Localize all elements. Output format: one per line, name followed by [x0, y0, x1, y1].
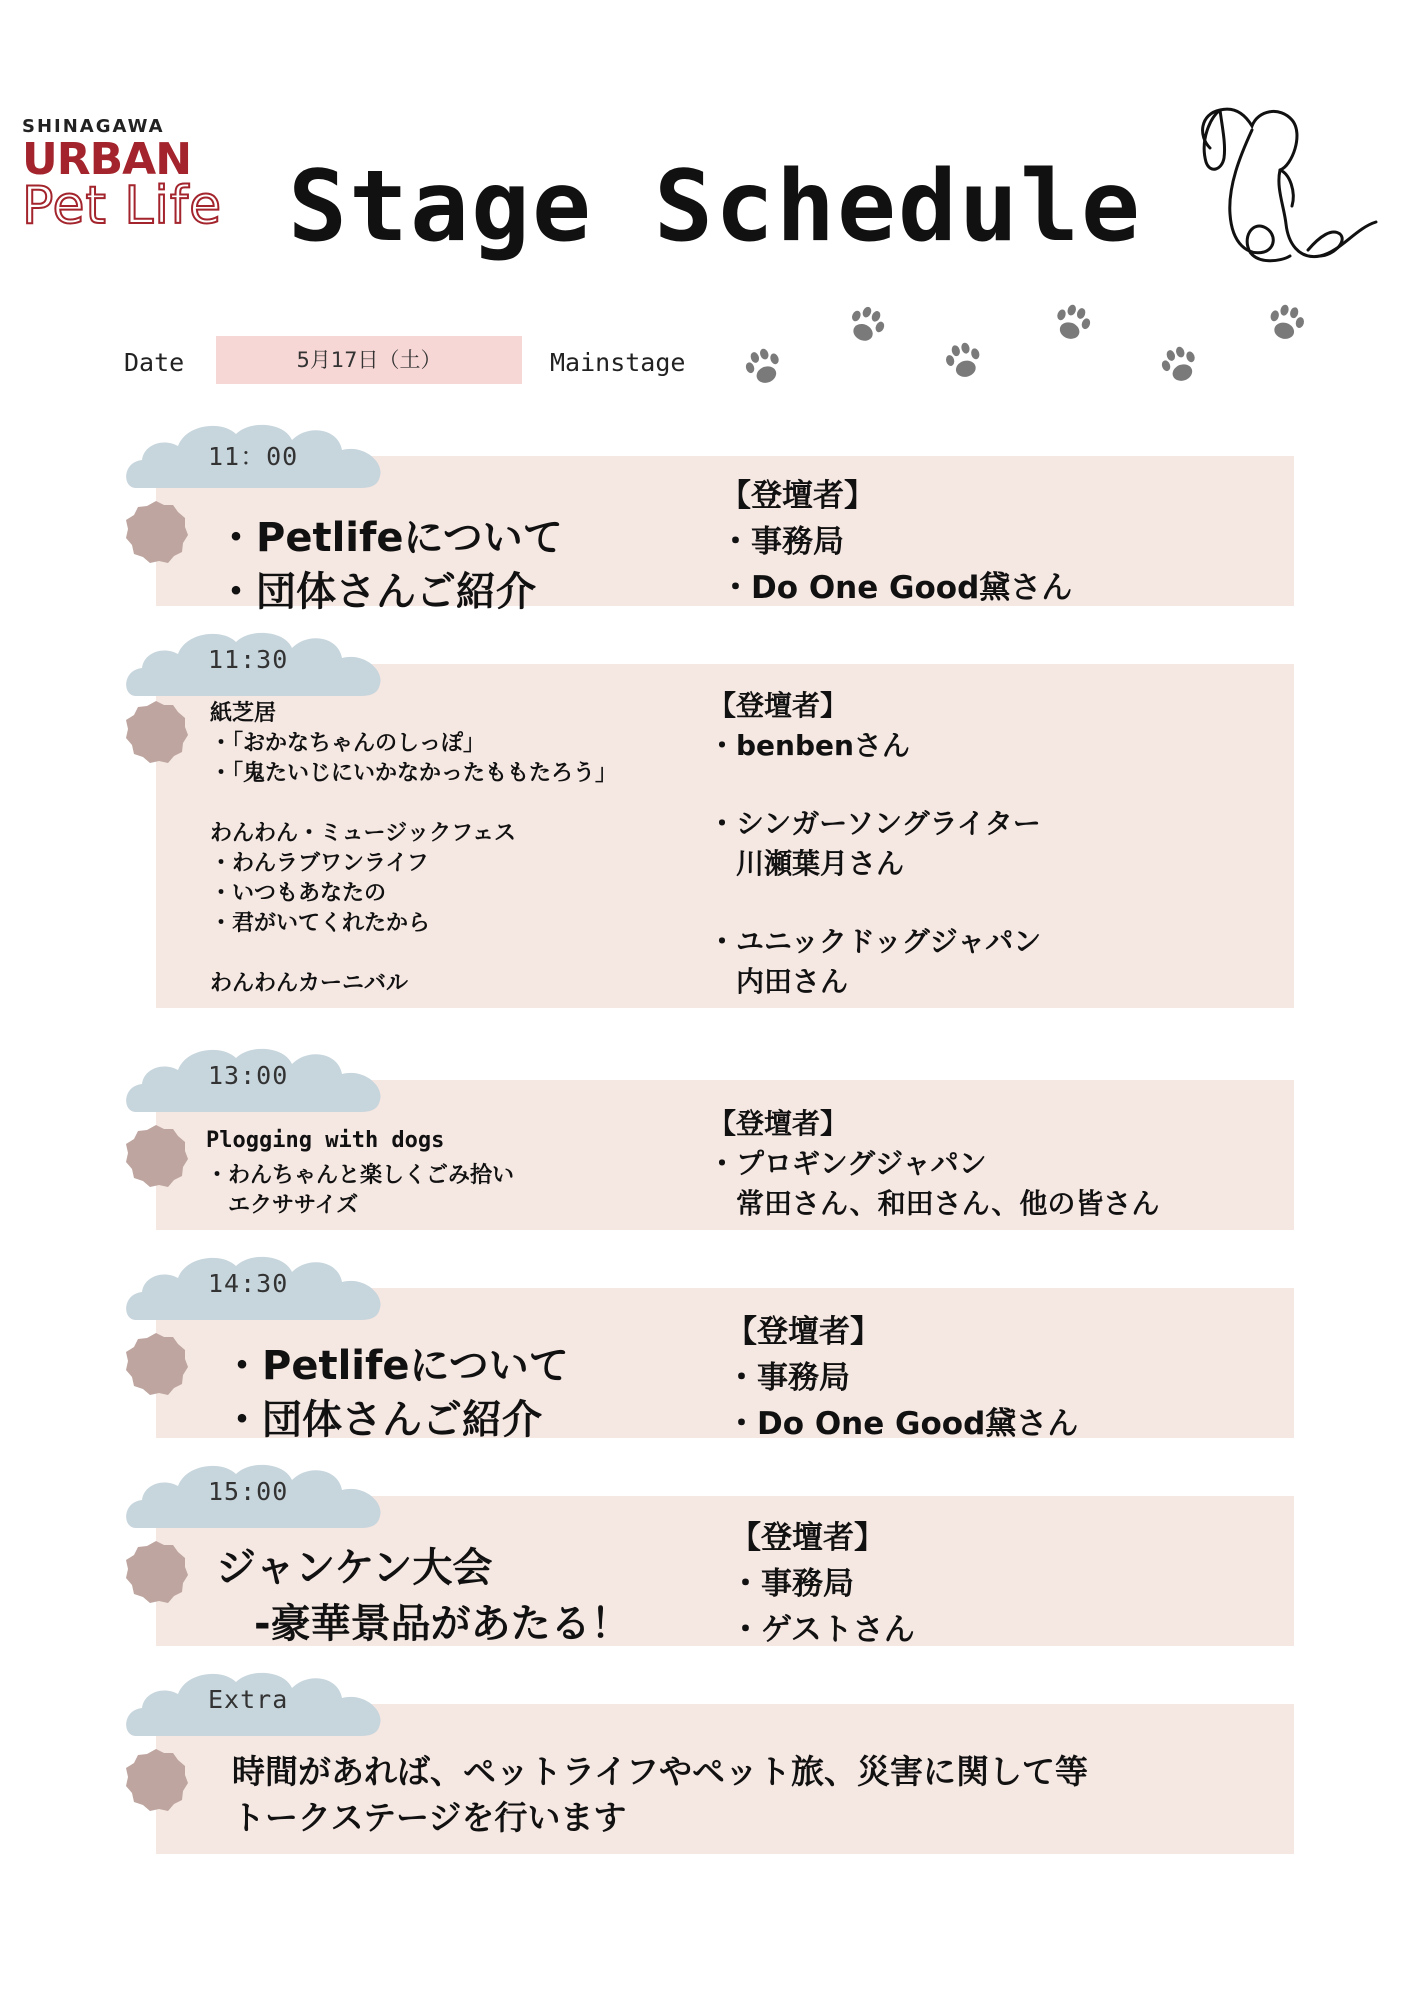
bullet-dot-icon — [124, 1748, 188, 1812]
item-text: ・わんラブワンライフ — [210, 851, 429, 876]
speaker-text: 内田さん — [736, 965, 849, 998]
speaker-text: ・事務局 — [720, 524, 844, 560]
item-text: ・「おかなちゃんのしっぽ」 — [210, 731, 486, 756]
item-text: -豪華景品があたる！ — [254, 1601, 631, 1647]
page-title: Stage Schedule — [288, 150, 1143, 264]
stage-label: Mainstage — [550, 348, 686, 377]
date-label: Date — [124, 348, 185, 377]
speaker-text: 常田さん、和田さん、他の皆さん — [736, 1187, 1160, 1220]
schedule-block — [124, 628, 1294, 1008]
time-label: 14:30 — [208, 1269, 289, 1298]
speaker-text: ・ゲストさん — [730, 1612, 915, 1648]
time-label: 13:00 — [208, 1061, 289, 1090]
speakers-heading: 【登壇者】 — [730, 1520, 885, 1556]
date-value: 5月17日（土） — [216, 336, 522, 384]
speaker-text: ・benbenさん — [708, 729, 910, 762]
speaker-text: ・ユニックドッグジャパン — [708, 925, 1042, 958]
speaker-text: ・Do One Good黛さん — [720, 570, 1073, 606]
item-text: エクササイズ — [228, 1193, 359, 1218]
item-text: ・君がいてくれたから — [210, 911, 431, 936]
speaker-text: ・シンガーソングライター — [708, 807, 1041, 840]
item-text: 時間があれば、ペットライフやペット旅、災害に関して等 — [232, 1752, 1089, 1791]
logo — [22, 116, 232, 236]
item-text: Plogging with dogs — [206, 1128, 445, 1153]
item-text: ・団体さんご紹介 — [216, 569, 536, 615]
speaker-text: ・事務局 — [730, 1566, 854, 1602]
schedule-block — [124, 1252, 1294, 1448]
item-text: ジャンケン大会 — [216, 1545, 493, 1591]
time-label: 15:00 — [208, 1477, 289, 1506]
paw-icon — [740, 344, 788, 392]
bullet-dot-icon — [124, 1332, 188, 1396]
logo-line-shinagawa: SHINAGAWA — [22, 116, 165, 137]
speakers-heading: 【登壇者】 — [720, 478, 875, 514]
speaker-text: ・事務局 — [726, 1360, 850, 1396]
item-text: わんわん・ミュージックフェス — [210, 821, 517, 846]
schedule-block — [124, 1460, 1294, 1656]
bullet-dot-icon — [124, 1540, 188, 1604]
schedule-block — [124, 1044, 1294, 1240]
item-text: 紙芝居 — [210, 701, 277, 726]
speakers-heading: 【登壇者】 — [708, 1107, 849, 1140]
time-label: 11:30 — [208, 645, 289, 674]
schedule-block — [124, 420, 1294, 615]
item-text: ・「鬼たいじにいかなかったももたろう」 — [210, 761, 618, 786]
paw-icon — [842, 302, 890, 350]
speakers-heading: 【登壇者】 — [708, 689, 849, 722]
speakers-heading: 【登壇者】 — [726, 1314, 881, 1350]
item-text: ・いつもあなたの — [210, 881, 387, 906]
bullet-dot-icon — [124, 700, 188, 764]
item-text: ・Petlifeについて — [222, 1343, 569, 1389]
logo-line-urban: URBAN — [22, 134, 192, 185]
dog-icon — [1180, 96, 1380, 276]
time-label: 11：00 — [208, 442, 299, 471]
time-label: Extra — [208, 1685, 289, 1714]
schedule-block — [124, 1668, 1294, 1864]
item-text: トークステージを行います — [232, 1798, 627, 1837]
item-text: ・団体さんご紹介 — [222, 1397, 542, 1443]
item-text: ・Petlifeについて — [216, 515, 563, 561]
bullet-dot-icon — [124, 500, 188, 564]
paw-icon — [1156, 342, 1204, 390]
paw-icon — [940, 338, 988, 386]
logo-line-pet-life: Pet Life — [22, 176, 223, 236]
speaker-text: ・プロギングジャパン — [708, 1147, 987, 1180]
speaker-text: 川瀬葉月さん — [736, 847, 905, 880]
speaker-text: ・Do One Good黛さん — [726, 1406, 1079, 1442]
bullet-dot-icon — [124, 1124, 188, 1188]
paw-icon — [1262, 300, 1310, 348]
item-text: わんわんカーニバル — [210, 971, 409, 996]
item-text: ・わんちゃんと楽しくごみ拾い — [206, 1163, 515, 1188]
paw-icon — [1048, 300, 1096, 348]
